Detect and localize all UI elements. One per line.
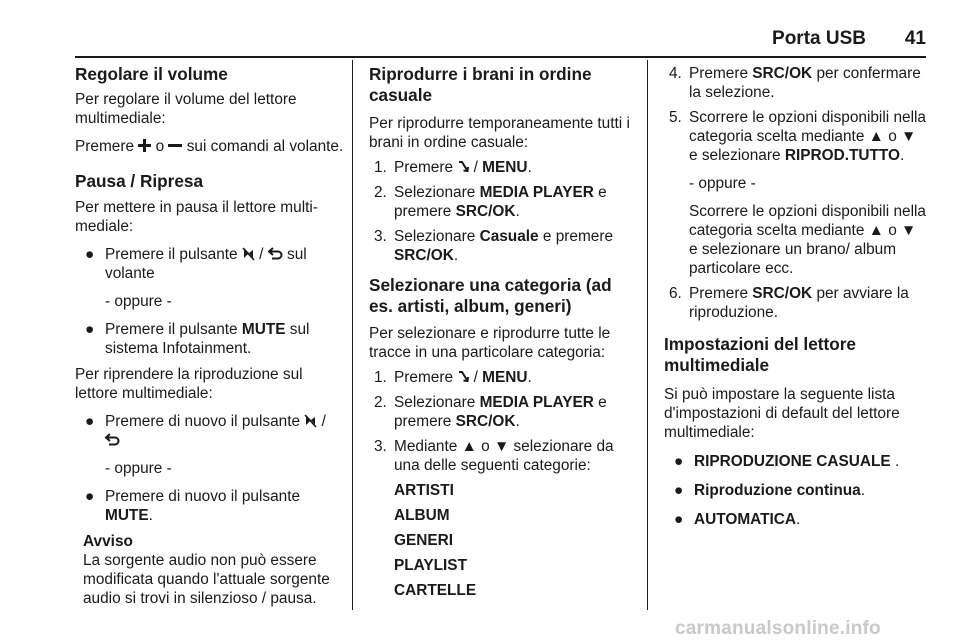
arrow-up-icon: ▲ xyxy=(868,128,884,145)
alternative-step: Scorrere le opzioni disponibili nella categoria scelta mediante ▲ o ▼ e selezionare un brano/ album particolare ecc. xyxy=(689,203,926,277)
bullet-item: ● Premere il pulsante MUTE sul sistema Infotainment. xyxy=(85,321,310,357)
step-item: 6. Premere SRC/OK per avviare la riproduzione. xyxy=(669,285,909,321)
page-title: Porta USB xyxy=(772,28,866,49)
step-item: 1. Premere / MENU. xyxy=(374,159,532,176)
plus-icon xyxy=(138,137,151,156)
section-heading-shuffle: Riprodurre i brani in ordine casuale xyxy=(369,64,592,105)
return-arrow-icon xyxy=(105,431,120,450)
arrow-down-icon: ▼ xyxy=(493,438,510,455)
paragraph: Per riprendere la riproduzione sul lettore multimediale: xyxy=(75,366,303,402)
minus-icon xyxy=(168,137,182,156)
column-divider-2 xyxy=(647,60,648,610)
column-middle xyxy=(369,64,639,600)
page-header xyxy=(75,28,926,54)
category-option: CARTELLE xyxy=(394,582,477,599)
alternative-separator: - oppure - xyxy=(105,460,172,477)
category-option: ALBUM xyxy=(394,507,450,524)
bullet-item: ● Premere il pulsante / sul volante xyxy=(85,246,307,282)
alternative-separator: - oppure - xyxy=(105,293,172,310)
step-item: 1. Premere / MENU. xyxy=(374,369,532,386)
arrow-up-icon: ▲ xyxy=(461,438,477,455)
step-item: 2. Selezionare MEDIA PLAYER e premere SRC/OK. xyxy=(374,184,607,220)
return-arrow-icon xyxy=(268,245,283,264)
bullet-item: ● Riproduzione continua. xyxy=(674,482,866,499)
step-item: 2. Selezionare MEDIA PLAYER e premere SRC/OK. xyxy=(374,394,607,430)
step-item: 3. Mediante ▲ o ▼ selezionare da una delle seguenti categorie: xyxy=(374,438,614,474)
category-option: ARTISTI xyxy=(394,482,454,499)
menu-return-icon xyxy=(457,368,469,387)
arrow-up-icon: ▲ xyxy=(868,222,884,239)
bullet-item: ● AUTOMATICA. xyxy=(674,511,801,528)
page-number: 41 xyxy=(904,28,926,49)
category-option: GENERI xyxy=(394,532,454,549)
section-heading-settings: Impostazioni del lettore multimediale xyxy=(664,334,856,375)
category-option: PLAYLIST xyxy=(394,557,467,574)
column-right xyxy=(664,64,929,529)
step-item: 4. Premere SRC/OK per confermare la selezione. xyxy=(669,65,921,101)
note-text: La sorgente audio non può essere modificata quando l'attuale sorgente audio si trovi in silenzioso / pausa. xyxy=(83,552,330,607)
arrow-down-icon: ▼ xyxy=(901,128,917,145)
mute-speaker-icon xyxy=(304,412,317,431)
paragraph: Si può impostare la seguente lista d'impostazioni di default del lettore multimediale: xyxy=(664,386,900,441)
paragraph-volume-controls: Premere o sui comandi al volante. xyxy=(75,138,344,155)
header-divider xyxy=(75,56,926,58)
mute-speaker-icon xyxy=(242,245,255,264)
alternative-separator: - oppure - xyxy=(689,175,756,192)
step-item: 5. Scorrere le opzioni disponibili nella categoria scelta mediante ▲ o ▼ e selezionare RIPROD.TUTTO. xyxy=(669,109,926,164)
section-heading-category: Selezionare una categoria (ad es. artisti, album, generi) xyxy=(369,275,612,316)
watermark: carmanualsonline.info xyxy=(675,618,881,639)
column-divider-1 xyxy=(352,60,353,610)
column-left xyxy=(75,64,345,608)
bullet-item: ● Premere di nuovo il pulsante MUTE. xyxy=(85,488,301,524)
arrow-down-icon: ▼ xyxy=(901,222,917,239)
paragraph: Per mettere in pausa il lettore multi‐ mediale: xyxy=(75,199,318,235)
paragraph: Per regolare il volume del lettore multimediale: xyxy=(75,91,297,127)
paragraph: Per selezionare e riprodurre tutte le tracce in una particolare categoria: xyxy=(369,325,611,361)
paragraph: Per riprodurre temporaneamente tutti i brani in ordine casuale: xyxy=(369,115,630,151)
bullet-item: ● RIPRODUZIONE CASUALE . xyxy=(674,453,900,470)
section-heading-volume: Regolare il volume xyxy=(75,64,228,84)
note-title: Avviso xyxy=(83,533,133,550)
bullet-item: ● Premere di nuovo il pulsante / xyxy=(75,412,345,450)
note-box xyxy=(75,532,345,608)
menu-return-icon xyxy=(457,158,469,177)
section-heading-pause: Pausa / Ripresa xyxy=(75,171,204,191)
step-item: 3. Selezionare Casuale e premere SRC/OK. xyxy=(374,228,614,264)
